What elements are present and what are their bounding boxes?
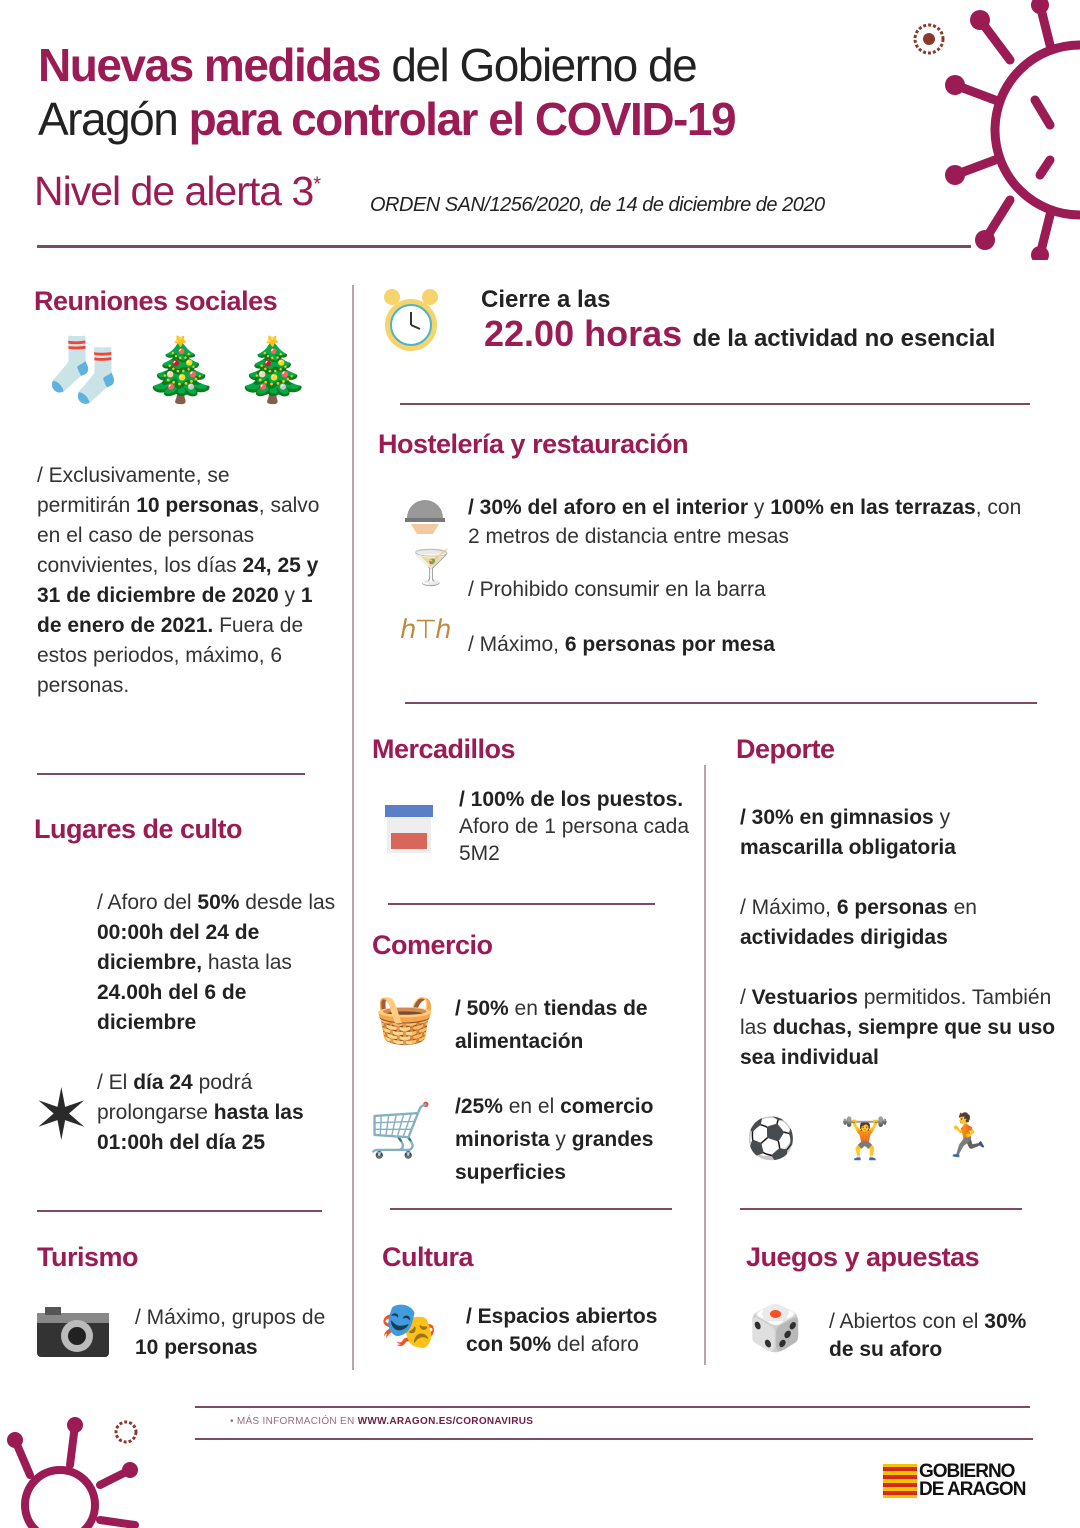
more-info: • MÁS INFORMACIÓN EN WWW.ARAGON.ES/CORONAVIRUS: [230, 1416, 534, 1427]
bold-text: 1 de enero de 2021.: [37, 584, 313, 637]
column-divider: [704, 765, 706, 1365]
text: podrá prolongarse: [97, 1071, 253, 1124]
cierre-label: Cierre a las: [481, 286, 611, 313]
text: Aforo de 1 persona cada 5M2: [459, 815, 689, 865]
text: / Abiertos con el: [829, 1310, 985, 1333]
gobierno-aragon-logo: [883, 1463, 1025, 1499]
section-title-turismo: Turismo: [37, 1242, 139, 1272]
bold-text: grandes superficies: [455, 1128, 654, 1184]
bold-text: 50%: [197, 891, 240, 914]
virus-icon-tiny: [108, 1414, 144, 1450]
bold-text: actividades dirigidas: [740, 926, 948, 949]
bold-text: 30% de su aforo: [829, 1310, 1027, 1361]
text: hasta las: [202, 951, 292, 974]
bold-text: duchas, siempre que su uso sea individual: [740, 1016, 1056, 1069]
bold-text: comercio minorista: [455, 1095, 654, 1151]
cultura-text: [466, 1303, 696, 1359]
weightlifting-icon: 🏋: [840, 1117, 890, 1161]
page-title-line2: [38, 92, 735, 146]
text: en: [508, 997, 544, 1020]
deporte-item: [740, 803, 1040, 863]
grocery-basket-icon: 🧺: [375, 993, 435, 1046]
culto-item: [97, 1068, 337, 1158]
text: / Máximo,: [468, 633, 565, 656]
text: desde las: [239, 891, 336, 914]
text: permitidos. También las: [740, 986, 1052, 1039]
text: y: [549, 1128, 572, 1151]
bold-text: / 50%: [455, 997, 509, 1020]
divider: [740, 1208, 1022, 1210]
alert-level: [34, 168, 320, 215]
section-title-reuniones: Reuniones sociales: [34, 286, 278, 316]
text: , salvo en el caso de personas convivientes, los días: [37, 494, 320, 577]
bold-text: tiendas de alimentación: [455, 997, 648, 1053]
logo-line2: DE ARAGON: [919, 1479, 1026, 1500]
cierre-suffix: de la actividad no esencial: [692, 325, 996, 352]
bold-text: mascarilla obligatoria: [740, 836, 956, 859]
cocktail-icon: 🍸: [410, 549, 453, 587]
runner-icon: 🏃: [940, 1112, 993, 1159]
comercio-item: [455, 992, 695, 1058]
deporte-item: [740, 983, 1060, 1073]
bold-text: hasta las 01:00h del día 25: [97, 1101, 304, 1154]
bold-text: / 100% de los puestos.: [459, 788, 684, 811]
divider: [405, 702, 1037, 704]
more-info-label: MÁS INFORMACIÓN EN: [236, 1416, 355, 1427]
alert-footnote-mark: *: [313, 173, 321, 196]
hosteleria-item: [468, 630, 1028, 660]
divider: [37, 773, 305, 775]
turismo-text: [135, 1303, 335, 1363]
bold-text: Nuevas medidas: [38, 39, 381, 91]
section-title-culto: Lugares de culto: [34, 814, 243, 844]
soccer-ball-icon: ⚽: [746, 1117, 796, 1161]
text: , con 2 metros de distancia entre mesas: [468, 496, 1022, 548]
text: / Prohibido consumir en la barra: [468, 578, 766, 601]
bold-text: 6 personas por mesa: [564, 633, 775, 656]
text: en el: [502, 1095, 561, 1118]
juegos-text: [829, 1308, 1029, 1364]
serving-cloche-icon: [403, 490, 447, 536]
section-title-hosteleria: Hostelería y restauración: [378, 429, 689, 459]
virus-icon-small: [904, 14, 954, 64]
camera-icon: [35, 1305, 111, 1359]
christmas-decorations-icon: 🧦 🎄 🎄: [45, 336, 312, 405]
market-stall-icon: [383, 803, 435, 855]
bold-text: 00:00h del 24 de diciembre,: [97, 921, 260, 974]
text: / Exclusivamente, se permitirán: [37, 464, 230, 517]
alarm-clock-icon: [380, 285, 442, 357]
text: / El: [97, 1071, 134, 1094]
aragon-flag-icon: [883, 1464, 917, 1498]
theater-masks-icon: 🎭: [380, 1299, 438, 1351]
column-divider: [352, 285, 354, 1370]
deporte-item: [740, 893, 1040, 953]
hosteleria-item: [468, 493, 1038, 551]
cierre-time: [484, 313, 995, 355]
text: y: [933, 806, 951, 829]
text: / Máximo, grupos de: [135, 1306, 326, 1329]
footer-divider: [195, 1406, 1030, 1408]
hosteleria-item: [468, 575, 1028, 605]
shopping-cart-icon: 🛒: [368, 1102, 433, 1160]
section-title-cultura: Cultura: [382, 1242, 473, 1272]
section-title-mercadillos: Mercadillos: [372, 734, 516, 764]
culto-item: [97, 888, 347, 1038]
text: / Aforo del: [97, 891, 198, 914]
bold-text: / 30% en gimnasios: [740, 806, 934, 829]
text: /: [740, 986, 752, 1009]
bold-text: Vestuarios: [751, 986, 858, 1009]
divider: [390, 1208, 672, 1210]
header-divider: [37, 245, 971, 248]
cierre-time-value: 22.00 horas: [484, 313, 683, 354]
text: en: [947, 896, 977, 919]
text: Fuera de estos periodos, máximo, 6 personas.: [37, 614, 304, 697]
footer-divider: [195, 1438, 1033, 1440]
text: / Máximo,: [740, 896, 837, 919]
alert-level-text: Nivel de alerta 3: [34, 168, 314, 214]
text: del aforo: [551, 1333, 639, 1356]
logo-line1: GOBIERNO: [919, 1461, 1015, 1482]
casino-chips-icon: 🎲: [748, 1304, 803, 1353]
bold-text: / Espacios abiertos con 50%: [466, 1305, 658, 1356]
virus-icon-large: [940, 0, 1080, 260]
bold-text: 10 personas: [136, 494, 259, 517]
section-title-comercio: Comercio: [372, 930, 493, 960]
text: Aragón: [38, 93, 189, 145]
bold-text: 6 personas: [836, 896, 948, 919]
bold-text: 24.00h del 6 de diciembre: [97, 981, 247, 1034]
sparkle-star-icon: ✶: [32, 1076, 91, 1154]
bold-text: /25%: [455, 1095, 503, 1118]
divider: [388, 903, 655, 905]
text: del Gobierno de: [380, 39, 697, 91]
bold-text: 24, 25 y 31 de diciembre de 2020: [37, 554, 319, 607]
mercadillos-text: [459, 786, 689, 867]
bold-text: día 24: [133, 1071, 193, 1094]
divider: [400, 403, 1030, 405]
section-title-deporte: Deporte: [736, 734, 835, 764]
reuniones-text: [37, 461, 322, 701]
text: y: [278, 584, 301, 607]
bold-text: / 30% del aforo en el interior: [468, 496, 749, 519]
page-title-line1: [38, 38, 696, 92]
bold-text: 100% en las terrazas: [770, 496, 976, 519]
order-reference: ORDEN SAN/1256/2020, de 14 de diciembre de 2020: [370, 194, 825, 216]
comercio-item: [455, 1090, 700, 1189]
bold-text: para controlar el COVID-19: [188, 93, 736, 145]
section-title-juegos: Juegos y apuestas: [746, 1242, 980, 1272]
divider: [37, 1210, 322, 1212]
more-info-link[interactable]: WWW.ARAGON.ES/CORONAVIRUS: [357, 1416, 534, 1427]
text: y: [748, 496, 771, 519]
bold-text: 10 personas: [135, 1336, 258, 1359]
table-chairs-icon: ℎ⊤ℎ: [400, 614, 450, 644]
